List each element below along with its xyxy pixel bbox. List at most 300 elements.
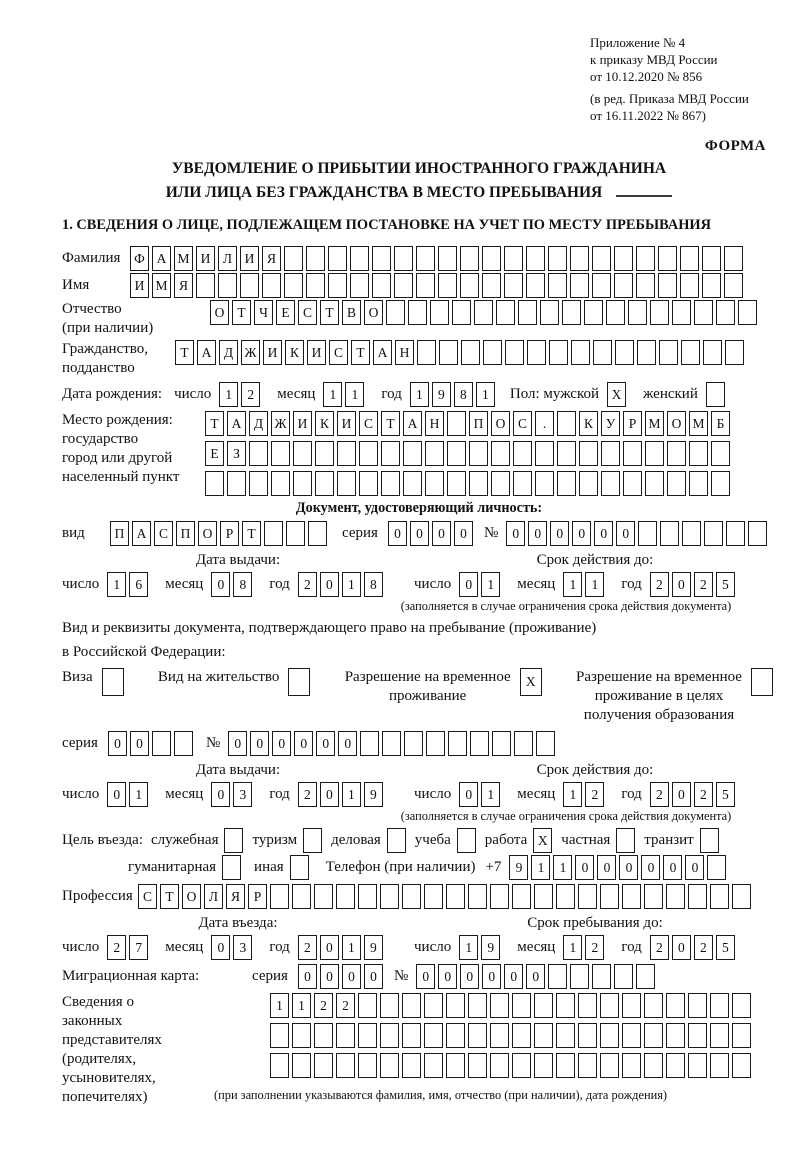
char-cell[interactable]: 2 [694, 572, 713, 597]
char-cell[interactable]: Т [160, 884, 179, 909]
char-cell[interactable]: И [240, 246, 259, 271]
char-cell[interactable] [425, 471, 444, 496]
char-cell[interactable] [271, 471, 290, 496]
char-cell[interactable] [700, 828, 719, 853]
date-year-cells[interactable] [410, 382, 498, 407]
char-cell[interactable]: 0 [316, 731, 335, 756]
char-cell[interactable]: И [130, 273, 149, 298]
char-cell[interactable]: Т [351, 340, 370, 365]
representatives-cells-row1[interactable] [270, 993, 754, 1018]
char-cell[interactable] [337, 471, 356, 496]
date-day-cells[interactable] [459, 572, 503, 597]
char-cell[interactable]: 0 [438, 964, 457, 989]
char-cell[interactable] [408, 300, 427, 325]
char-cell[interactable] [424, 1053, 443, 1078]
char-cell[interactable] [306, 273, 325, 298]
char-cell[interactable]: Д [219, 340, 238, 365]
char-cell[interactable]: И [293, 411, 312, 436]
char-cell[interactable]: Т [205, 411, 224, 436]
char-cell[interactable] [196, 273, 215, 298]
char-cell[interactable] [504, 273, 523, 298]
char-cell[interactable] [622, 1053, 641, 1078]
doc-series-cells[interactable] [388, 521, 476, 546]
date-year-cells[interactable] [650, 935, 738, 960]
char-cell[interactable] [468, 1023, 487, 1048]
char-cell[interactable] [491, 441, 510, 466]
char-cell[interactable] [571, 340, 590, 365]
char-cell[interactable] [614, 964, 633, 989]
char-cell[interactable] [303, 828, 322, 853]
char-cell[interactable]: Л [204, 884, 223, 909]
char-cell[interactable] [222, 855, 241, 880]
char-cell[interactable]: О [667, 411, 686, 436]
char-cell[interactable]: 0 [459, 782, 478, 807]
char-cell[interactable]: 2 [298, 572, 317, 597]
birth-place-cells-row1[interactable] [205, 411, 733, 436]
char-cell[interactable] [504, 246, 523, 271]
char-cell[interactable] [636, 246, 655, 271]
char-cell[interactable] [540, 300, 559, 325]
residence-number-cells[interactable] [228, 731, 558, 756]
char-cell[interactable] [556, 1053, 575, 1078]
char-cell[interactable] [658, 273, 677, 298]
char-cell[interactable]: Я [174, 273, 193, 298]
date-day-cells[interactable] [107, 935, 151, 960]
char-cell[interactable] [666, 1053, 685, 1078]
char-cell[interactable]: 1 [270, 993, 289, 1018]
char-cell[interactable] [536, 731, 555, 756]
char-cell[interactable]: 6 [129, 572, 148, 597]
char-cell[interactable] [688, 1023, 707, 1048]
char-cell[interactable]: 0 [410, 521, 429, 546]
char-cell[interactable]: 0 [294, 731, 313, 756]
char-cell[interactable]: А [227, 411, 246, 436]
char-cell[interactable]: 1 [342, 782, 361, 807]
char-cell[interactable]: Е [276, 300, 295, 325]
birth-place-cells-row3[interactable] [205, 471, 733, 496]
option-temp-residence-checkbox[interactable] [520, 668, 545, 696]
char-cell[interactable] [424, 884, 443, 909]
char-cell[interactable]: З [227, 441, 246, 466]
char-cell[interactable]: И [307, 340, 326, 365]
char-cell[interactable] [702, 273, 721, 298]
char-cell[interactable] [474, 300, 493, 325]
char-cell[interactable] [290, 855, 309, 880]
char-cell[interactable] [402, 1053, 421, 1078]
char-cell[interactable] [425, 441, 444, 466]
migration-series-cells[interactable] [298, 964, 386, 989]
char-cell[interactable] [732, 1023, 751, 1048]
char-cell[interactable]: Я [262, 246, 281, 271]
char-cell[interactable] [578, 1053, 597, 1078]
char-cell[interactable]: 0 [616, 521, 635, 546]
char-cell[interactable]: 2 [336, 993, 355, 1018]
char-cell[interactable] [548, 273, 567, 298]
char-cell[interactable]: 0 [572, 521, 591, 546]
phone-cells[interactable] [509, 855, 729, 880]
char-cell[interactable] [570, 964, 589, 989]
char-cell[interactable] [424, 1023, 443, 1048]
char-cell[interactable]: 2 [107, 935, 126, 960]
char-cell[interactable] [492, 731, 511, 756]
char-cell[interactable] [578, 1023, 597, 1048]
char-cell[interactable]: П [176, 521, 195, 546]
char-cell[interactable] [614, 246, 633, 271]
char-cell[interactable]: 9 [364, 782, 383, 807]
char-cell[interactable] [637, 340, 656, 365]
char-cell[interactable] [446, 993, 465, 1018]
char-cell[interactable]: 9 [481, 935, 500, 960]
char-cell[interactable] [270, 1023, 289, 1048]
char-cell[interactable]: А [152, 246, 171, 271]
char-cell[interactable]: П [469, 411, 488, 436]
char-cell[interactable]: 0 [342, 964, 361, 989]
char-cell[interactable] [688, 993, 707, 1018]
patronymic-cells[interactable] [210, 300, 760, 325]
char-cell[interactable]: Н [425, 411, 444, 436]
char-cell[interactable] [387, 828, 406, 853]
char-cell[interactable] [645, 441, 664, 466]
char-cell[interactable] [482, 273, 501, 298]
char-cell[interactable]: И [196, 246, 215, 271]
char-cell[interactable] [350, 273, 369, 298]
char-cell[interactable] [514, 731, 533, 756]
date-month-cells[interactable] [211, 782, 255, 807]
char-cell[interactable] [292, 1023, 311, 1048]
char-cell[interactable] [638, 521, 657, 546]
char-cell[interactable]: 0 [320, 935, 339, 960]
char-cell[interactable] [548, 246, 567, 271]
char-cell[interactable] [710, 884, 729, 909]
char-cell[interactable] [592, 246, 611, 271]
char-cell[interactable]: 2 [650, 935, 669, 960]
char-cell[interactable] [314, 1023, 333, 1048]
char-cell[interactable]: 3 [233, 935, 252, 960]
char-cell[interactable] [689, 471, 708, 496]
char-cell[interactable] [152, 731, 171, 756]
char-cell[interactable] [557, 441, 576, 466]
char-cell[interactable] [460, 246, 479, 271]
char-cell[interactable] [578, 884, 597, 909]
char-cell[interactable] [659, 340, 678, 365]
char-cell[interactable] [270, 884, 289, 909]
char-cell[interactable]: Ж [271, 411, 290, 436]
char-cell[interactable] [534, 1023, 553, 1048]
char-cell[interactable] [447, 441, 466, 466]
char-cell[interactable]: 1 [459, 935, 478, 960]
char-cell[interactable] [681, 340, 700, 365]
char-cell[interactable] [710, 993, 729, 1018]
date-month-cells[interactable] [211, 572, 255, 597]
char-cell[interactable] [702, 246, 721, 271]
char-cell[interactable] [535, 441, 554, 466]
char-cell[interactable] [314, 1053, 333, 1078]
char-cell[interactable] [240, 273, 259, 298]
char-cell[interactable]: 1 [219, 382, 238, 407]
char-cell[interactable] [336, 1023, 355, 1048]
char-cell[interactable] [227, 471, 246, 496]
char-cell[interactable] [592, 273, 611, 298]
char-cell[interactable]: 0 [482, 964, 501, 989]
doc-number-cells[interactable] [506, 521, 770, 546]
char-cell[interactable]: М [645, 411, 664, 436]
char-cell[interactable]: 0 [432, 521, 451, 546]
char-cell[interactable] [461, 340, 480, 365]
char-cell[interactable]: 1 [476, 382, 495, 407]
char-cell[interactable] [359, 471, 378, 496]
migration-number-cells[interactable] [416, 964, 658, 989]
char-cell[interactable]: 0 [108, 731, 127, 756]
char-cell[interactable] [264, 521, 283, 546]
char-cell[interactable] [725, 340, 744, 365]
char-cell[interactable] [490, 1023, 509, 1048]
char-cell[interactable]: 1 [481, 782, 500, 807]
char-cell[interactable] [336, 884, 355, 909]
char-cell[interactable]: П [110, 521, 129, 546]
char-cell[interactable]: С [329, 340, 348, 365]
char-cell[interactable] [562, 300, 581, 325]
char-cell[interactable]: 0 [672, 782, 691, 807]
char-cell[interactable] [328, 273, 347, 298]
char-cell[interactable] [102, 668, 124, 696]
char-cell[interactable] [372, 273, 391, 298]
char-cell[interactable] [271, 441, 290, 466]
char-cell[interactable] [704, 521, 723, 546]
option-residence-permit-checkbox[interactable] [288, 668, 313, 696]
char-cell[interactable]: 2 [694, 935, 713, 960]
char-cell[interactable] [381, 441, 400, 466]
char-cell[interactable] [380, 1023, 399, 1048]
char-cell[interactable] [711, 471, 730, 496]
char-cell[interactable] [174, 731, 193, 756]
char-cell[interactable] [688, 884, 707, 909]
char-cell[interactable] [490, 993, 509, 1018]
char-cell[interactable] [292, 884, 311, 909]
char-cell[interactable]: 0 [672, 935, 691, 960]
char-cell[interactable]: 0 [672, 572, 691, 597]
purpose-study-checkbox[interactable] [457, 828, 479, 853]
char-cell[interactable] [306, 246, 325, 271]
char-cell[interactable]: 0 [211, 572, 230, 597]
char-cell[interactable] [446, 1023, 465, 1048]
char-cell[interactable]: О [198, 521, 217, 546]
char-cell[interactable] [224, 828, 243, 853]
char-cell[interactable] [249, 471, 268, 496]
representatives-cells-row2[interactable] [270, 1023, 754, 1048]
char-cell[interactable]: 0 [250, 731, 269, 756]
char-cell[interactable] [623, 471, 642, 496]
purpose-transit-checkbox[interactable] [700, 828, 722, 853]
char-cell[interactable]: 2 [314, 993, 333, 1018]
char-cell[interactable] [600, 1023, 619, 1048]
residence-series-cells[interactable] [108, 731, 196, 756]
char-cell[interactable] [336, 1053, 355, 1078]
char-cell[interactable] [716, 300, 735, 325]
char-cell[interactable]: С [298, 300, 317, 325]
char-cell[interactable] [579, 471, 598, 496]
char-cell[interactable]: 0 [575, 855, 594, 880]
char-cell[interactable] [518, 300, 537, 325]
char-cell[interactable]: 8 [454, 382, 473, 407]
char-cell[interactable] [314, 884, 333, 909]
char-cell[interactable] [337, 441, 356, 466]
char-cell[interactable] [645, 471, 664, 496]
char-cell[interactable]: Н [395, 340, 414, 365]
char-cell[interactable]: 0 [416, 964, 435, 989]
char-cell[interactable]: О [491, 411, 510, 436]
char-cell[interactable]: 2 [298, 935, 317, 960]
char-cell[interactable]: Ч [254, 300, 273, 325]
char-cell[interactable]: О [364, 300, 383, 325]
char-cell[interactable]: 0 [298, 964, 317, 989]
option-temp-residence-education-checkbox[interactable] [751, 668, 776, 696]
char-cell[interactable] [469, 471, 488, 496]
char-cell[interactable]: О [182, 884, 201, 909]
char-cell[interactable] [380, 884, 399, 909]
char-cell[interactable]: 2 [298, 782, 317, 807]
char-cell[interactable] [284, 273, 303, 298]
char-cell[interactable] [372, 246, 391, 271]
char-cell[interactable] [592, 964, 611, 989]
char-cell[interactable] [403, 471, 422, 496]
char-cell[interactable]: 0 [211, 782, 230, 807]
char-cell[interactable]: 1 [410, 382, 429, 407]
char-cell[interactable]: 2 [694, 782, 713, 807]
purpose-private-checkbox[interactable] [616, 828, 638, 853]
purpose-humanitarian-checkbox[interactable] [222, 855, 244, 880]
char-cell[interactable] [526, 246, 545, 271]
char-cell[interactable] [469, 441, 488, 466]
char-cell[interactable]: 1 [292, 993, 311, 1018]
char-cell[interactable] [468, 884, 487, 909]
char-cell[interactable] [658, 246, 677, 271]
option-visa-checkbox[interactable] [102, 668, 127, 696]
char-cell[interactable]: 0 [597, 855, 616, 880]
char-cell[interactable] [483, 340, 502, 365]
char-cell[interactable] [726, 521, 745, 546]
char-cell[interactable]: 1 [107, 572, 126, 597]
char-cell[interactable]: Л [218, 246, 237, 271]
char-cell[interactable] [416, 246, 435, 271]
char-cell[interactable] [636, 964, 655, 989]
char-cell[interactable] [689, 441, 708, 466]
char-cell[interactable] [644, 993, 663, 1018]
sex-male-checkbox[interactable] [607, 382, 629, 407]
char-cell[interactable] [482, 246, 501, 271]
char-cell[interactable] [402, 1023, 421, 1048]
char-cell[interactable] [262, 273, 281, 298]
char-cell[interactable] [491, 471, 510, 496]
char-cell[interactable] [394, 273, 413, 298]
char-cell[interactable] [682, 521, 701, 546]
char-cell[interactable]: 5 [716, 572, 735, 597]
char-cell[interactable] [438, 273, 457, 298]
char-cell[interactable]: 8 [364, 572, 383, 597]
char-cell[interactable] [557, 411, 576, 436]
char-cell[interactable] [732, 993, 751, 1018]
char-cell[interactable] [513, 471, 532, 496]
purpose-tourism-checkbox[interactable] [303, 828, 325, 853]
char-cell[interactable]: 0 [641, 855, 660, 880]
char-cell[interactable] [557, 471, 576, 496]
date-year-cells[interactable] [650, 782, 738, 807]
representatives-cells-row3[interactable] [270, 1053, 754, 1078]
char-cell[interactable] [623, 441, 642, 466]
char-cell[interactable] [578, 993, 597, 1018]
char-cell[interactable] [622, 1023, 641, 1048]
char-cell[interactable] [218, 273, 237, 298]
char-cell[interactable] [380, 993, 399, 1018]
char-cell[interactable]: Д [249, 411, 268, 436]
char-cell[interactable] [644, 1053, 663, 1078]
char-cell[interactable] [710, 1053, 729, 1078]
char-cell[interactable] [680, 246, 699, 271]
char-cell[interactable]: 0 [320, 572, 339, 597]
char-cell[interactable]: 1 [481, 572, 500, 597]
char-cell[interactable] [512, 1053, 531, 1078]
char-cell[interactable]: 1 [129, 782, 148, 807]
char-cell[interactable] [534, 993, 553, 1018]
char-cell[interactable]: 1 [553, 855, 572, 880]
char-cell[interactable] [381, 471, 400, 496]
birth-place-cells-row2[interactable] [205, 441, 733, 466]
char-cell[interactable] [447, 471, 466, 496]
char-cell[interactable]: С [138, 884, 157, 909]
char-cell[interactable] [526, 273, 545, 298]
char-cell[interactable]: А [373, 340, 392, 365]
char-cell[interactable] [549, 340, 568, 365]
char-cell[interactable]: 1 [563, 572, 582, 597]
char-cell[interactable]: 9 [509, 855, 528, 880]
char-cell[interactable]: С [154, 521, 173, 546]
char-cell[interactable] [293, 471, 312, 496]
char-cell[interactable] [470, 731, 489, 756]
date-day-cells[interactable] [459, 782, 503, 807]
char-cell[interactable]: 1 [342, 935, 361, 960]
char-cell[interactable]: X [607, 382, 626, 407]
char-cell[interactable] [249, 441, 268, 466]
char-cell[interactable] [615, 340, 634, 365]
char-cell[interactable] [614, 273, 633, 298]
char-cell[interactable] [288, 668, 310, 696]
char-cell[interactable] [711, 441, 730, 466]
char-cell[interactable] [593, 340, 612, 365]
char-cell[interactable] [512, 1023, 531, 1048]
char-cell[interactable] [600, 1053, 619, 1078]
date-day-cells[interactable] [107, 782, 151, 807]
char-cell[interactable]: 2 [585, 782, 604, 807]
char-cell[interactable] [556, 1023, 575, 1048]
char-cell[interactable] [724, 273, 743, 298]
char-cell[interactable]: Р [248, 884, 267, 909]
char-cell[interactable] [688, 1053, 707, 1078]
char-cell[interactable]: 9 [364, 935, 383, 960]
char-cell[interactable]: X [533, 828, 552, 853]
date-year-cells[interactable] [298, 572, 386, 597]
char-cell[interactable]: Р [220, 521, 239, 546]
char-cell[interactable]: 0 [320, 964, 339, 989]
char-cell[interactable] [350, 246, 369, 271]
char-cell[interactable] [570, 246, 589, 271]
char-cell[interactable]: 0 [130, 731, 149, 756]
char-cell[interactable] [601, 471, 620, 496]
char-cell[interactable] [622, 993, 641, 1018]
char-cell[interactable] [394, 246, 413, 271]
char-cell[interactable]: 0 [685, 855, 704, 880]
char-cell[interactable] [404, 731, 423, 756]
date-day-cells[interactable] [459, 935, 503, 960]
char-cell[interactable]: 0 [504, 964, 523, 989]
